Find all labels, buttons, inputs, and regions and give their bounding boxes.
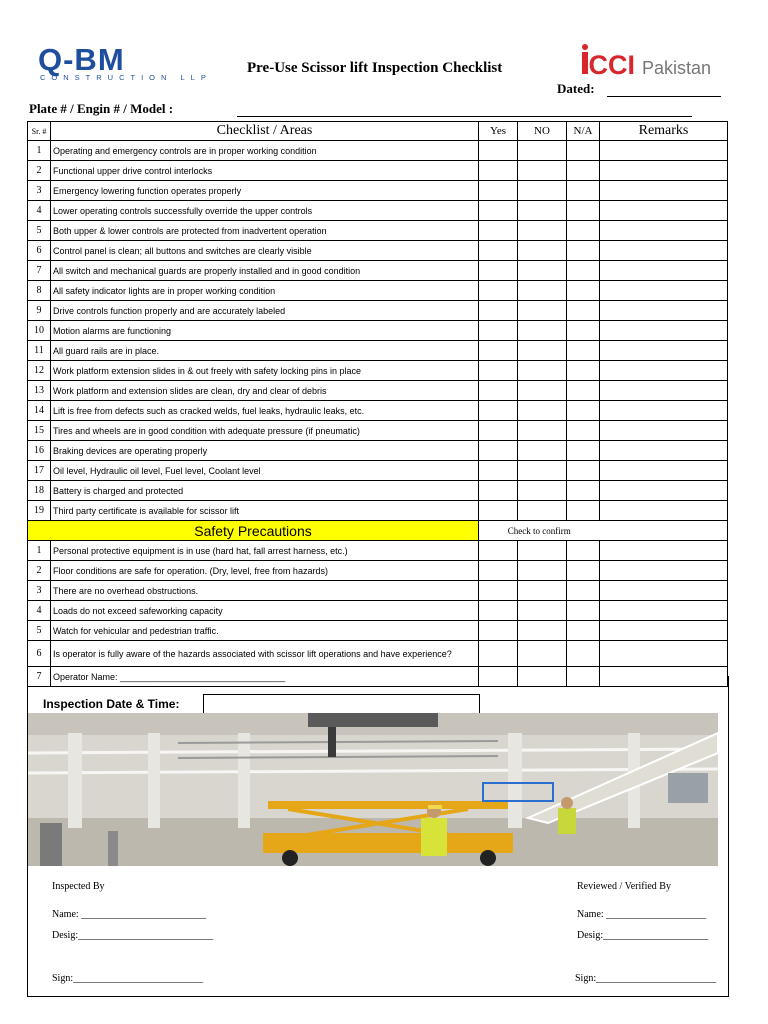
row-text: Battery is charged and protected — [51, 481, 479, 501]
no-cell[interactable] — [518, 361, 567, 381]
row-text: Is operator is fully aware of the hazards associated with scissor lift operations and have experience? — [51, 641, 479, 667]
inspector-sign-field[interactable]: Sign:__________________________ — [52, 973, 204, 984]
no-cell[interactable] — [518, 461, 567, 481]
row-number: 13 — [28, 381, 51, 401]
row-number: 14 — [28, 401, 51, 421]
na-cell[interactable] — [567, 641, 600, 667]
table-row — [28, 241, 728, 261]
row-number: 1 — [28, 141, 51, 161]
na-cell[interactable] — [567, 381, 600, 401]
row-text: Both upper & lower controls are protected from inadvertent operation — [51, 221, 479, 241]
na-cell[interactable] — [567, 301, 600, 321]
remarks-cell[interactable] — [600, 461, 728, 481]
row-text: Work platform and extension slides are clean, dry and clear of debris — [51, 381, 479, 401]
row-number: 3 — [28, 181, 51, 201]
qbm-logo-text: Q-BM — [38, 44, 125, 77]
remarks-cell[interactable] — [600, 301, 728, 321]
header-sr: Sr. # — [28, 122, 51, 141]
no-cell[interactable] — [518, 541, 567, 561]
no-cell[interactable] — [518, 301, 567, 321]
no-cell[interactable] — [518, 441, 567, 461]
inspection-date-field[interactable] — [203, 694, 480, 714]
remarks-cell[interactable] — [600, 541, 728, 561]
row-number: 6 — [28, 641, 51, 667]
na-cell[interactable] — [567, 561, 600, 581]
na-cell[interactable] — [567, 341, 600, 361]
row-number: 19 — [28, 501, 51, 521]
remarks-cell[interactable] — [600, 581, 728, 601]
no-cell[interactable] — [518, 321, 567, 341]
yes-cell[interactable] — [479, 141, 518, 161]
remarks-cell[interactable] — [600, 141, 728, 161]
remarks-cell[interactable] — [600, 341, 728, 361]
no-cell[interactable] — [518, 161, 567, 181]
header-remarks: Remarks — [600, 122, 728, 141]
reviewed-by-label: Reviewed / Verified By — [577, 881, 671, 892]
yes-cell[interactable] — [479, 181, 518, 201]
table-row — [28, 141, 728, 161]
no-cell[interactable] — [518, 381, 567, 401]
na-cell[interactable] — [567, 601, 600, 621]
no-cell[interactable] — [518, 601, 567, 621]
no-cell[interactable] — [518, 561, 567, 581]
row-text: There are no overhead obstructions. — [51, 581, 479, 601]
row-text: Watch for vehicular and pedestrian traffic. — [51, 621, 479, 641]
na-cell[interactable] — [567, 241, 600, 261]
header-areas: Checklist / Areas — [51, 122, 479, 141]
icci-logo-sub: Pakistan — [642, 58, 712, 78]
table-row — [28, 361, 728, 381]
safety-header-row — [28, 521, 728, 541]
safety-items — [28, 541, 728, 687]
yes-cell[interactable] — [479, 321, 518, 341]
reviewer-desig-field[interactable]: Desig:_____________________ — [577, 930, 709, 941]
yes-cell[interactable] — [479, 401, 518, 421]
row-number: 5 — [28, 221, 51, 241]
na-cell[interactable] — [567, 141, 600, 161]
row-text: Operating and emergency controls are in proper working condition — [51, 141, 479, 161]
na-cell[interactable] — [567, 261, 600, 281]
yes-cell[interactable] — [479, 581, 518, 601]
row-number: 18 — [28, 481, 51, 501]
yes-cell[interactable] — [479, 421, 518, 441]
na-cell[interactable] — [567, 181, 600, 201]
no-cell[interactable] — [518, 261, 567, 281]
remarks-cell[interactable] — [600, 641, 728, 667]
na-cell[interactable] — [567, 401, 600, 421]
row-number: 8 — [28, 281, 51, 301]
table-row — [28, 181, 728, 201]
table-row — [28, 341, 728, 361]
row-text: Operator Name: _________________________________ — [51, 667, 479, 687]
no-cell[interactable] — [518, 621, 567, 641]
yes-cell[interactable] — [479, 601, 518, 621]
no-cell[interactable] — [518, 581, 567, 601]
remarks-cell[interactable] — [600, 501, 728, 521]
check-to-confirm-label: Check to confirm — [479, 521, 600, 541]
icci-logo — [580, 42, 720, 82]
no-cell[interactable] — [518, 141, 567, 161]
na-cell[interactable] — [567, 501, 600, 521]
remarks-cell[interactable] — [600, 201, 728, 221]
yes-cell[interactable] — [479, 641, 518, 667]
plate-label: Plate # / Engin # / Model : — [29, 101, 174, 116]
row-text: Personal protective equipment is in use (hard hat, fall arrest harness, etc.) — [51, 541, 479, 561]
row-text: All guard rails are in place. — [51, 341, 479, 361]
row-text: Drive controls function properly and are accurately labeled — [51, 301, 479, 321]
table-row — [28, 561, 728, 581]
yes-cell[interactable] — [479, 161, 518, 181]
no-cell[interactable] — [518, 481, 567, 501]
row-number: 3 — [28, 581, 51, 601]
na-cell[interactable] — [567, 481, 600, 501]
dated-field[interactable] — [607, 96, 721, 97]
row-text: Lift is free from defects such as cracked welds, fuel leaks, hydraulic leaks, etc. — [51, 401, 479, 421]
no-cell[interactable] — [518, 281, 567, 301]
yes-cell[interactable] — [479, 341, 518, 361]
no-cell[interactable] — [518, 341, 567, 361]
yes-cell[interactable] — [479, 481, 518, 501]
yes-cell[interactable] — [479, 261, 518, 281]
row-number: 4 — [28, 201, 51, 221]
table-row — [28, 201, 728, 221]
remarks-cell[interactable] — [600, 401, 728, 421]
no-cell[interactable] — [518, 421, 567, 441]
reviewer-sign-field[interactable]: Sign:________________________ — [575, 973, 717, 984]
remarks-cell[interactable] — [600, 181, 728, 201]
remarks-cell[interactable] — [600, 621, 728, 641]
row-number: 9 — [28, 301, 51, 321]
row-number: 7 — [28, 261, 51, 281]
inspector-name-field[interactable]: Name: _________________________ — [52, 909, 207, 920]
inspector-desig-field[interactable]: Desig:___________________________ — [52, 930, 214, 941]
yes-cell[interactable] — [479, 361, 518, 381]
scissor-lift-photo — [28, 713, 718, 866]
table-row — [28, 541, 728, 561]
remarks-cell[interactable] — [600, 161, 728, 181]
row-text: Oil level, Hydraulic oil level, Fuel level, Coolant level — [51, 461, 479, 481]
no-cell[interactable] — [518, 181, 567, 201]
table-row — [28, 601, 728, 621]
row-number: 15 — [28, 421, 51, 441]
remarks-cell[interactable] — [600, 421, 728, 441]
row-text: Motion alarms are functioning — [51, 321, 479, 341]
icci-logo-main: ICCI — [581, 50, 635, 80]
table-row — [28, 641, 728, 667]
yes-cell[interactable] — [479, 501, 518, 521]
qbm-logo — [38, 44, 228, 84]
table-row — [28, 301, 728, 321]
row-number: 17 — [28, 461, 51, 481]
remarks-cell[interactable] — [600, 221, 728, 241]
na-cell[interactable] — [567, 541, 600, 561]
na-cell[interactable] — [567, 161, 600, 181]
na-cell[interactable] — [567, 421, 600, 441]
table-row — [28, 621, 728, 641]
yes-cell[interactable] — [479, 381, 518, 401]
dated-label: Dated: — [557, 81, 595, 96]
row-number: 4 — [28, 601, 51, 621]
inspection-date-label: Inspection Date & Time: — [43, 697, 180, 711]
remarks-cell[interactable] — [600, 381, 728, 401]
row-text: Work platform extension slides in & out freely with safety locking pins in place — [51, 361, 479, 381]
page-title: Pre-Use Scissor lift Inspection Checklist — [247, 60, 503, 76]
row-number: 16 — [28, 441, 51, 461]
row-text: Floor conditions are safe for operation. (Dry, level, free from hazards) — [51, 561, 479, 581]
remarks-cell[interactable] — [600, 261, 728, 281]
table-row — [28, 321, 728, 341]
row-number: 11 — [28, 341, 51, 361]
inspected-by-label: Inspected By — [52, 881, 105, 892]
remarks-cell[interactable] — [600, 321, 728, 341]
row-number: 2 — [28, 561, 51, 581]
remarks-cell[interactable] — [600, 281, 728, 301]
na-cell[interactable] — [567, 581, 600, 601]
safety-section — [28, 521, 728, 541]
yes-cell[interactable] — [479, 201, 518, 221]
table-row — [28, 401, 728, 421]
row-text: All safety indicator lights are in proper working condition — [51, 281, 479, 301]
row-number: 1 — [28, 541, 51, 561]
plate-field[interactable] — [237, 116, 692, 117]
qbm-logo-subtext: CONSTRUCTION LLP — [40, 73, 212, 82]
no-cell[interactable] — [518, 401, 567, 421]
row-number: 2 — [28, 161, 51, 181]
remarks-cell[interactable] — [600, 481, 728, 501]
remarks-cell[interactable] — [600, 441, 728, 461]
header-na: N/A — [567, 122, 600, 141]
yes-cell[interactable] — [479, 461, 518, 481]
yes-cell[interactable] — [479, 241, 518, 261]
table-row — [28, 381, 728, 401]
no-cell[interactable] — [518, 241, 567, 261]
yes-cell[interactable] — [479, 561, 518, 581]
table-row — [28, 461, 728, 481]
na-cell[interactable] — [567, 361, 600, 381]
safety-precautions-title: Safety Precautions — [28, 521, 479, 541]
table-row — [28, 161, 728, 181]
na-cell[interactable] — [567, 461, 600, 481]
safety-header-blank — [600, 521, 728, 541]
row-text: Braking devices are operating properly — [51, 441, 479, 461]
na-cell[interactable] — [567, 281, 600, 301]
row-number: 7 — [28, 667, 51, 687]
remarks-cell[interactable] — [600, 241, 728, 261]
row-text: All switch and mechanical guards are properly installed and in good condition — [51, 261, 479, 281]
table-row — [28, 421, 728, 441]
remarks-cell[interactable] — [600, 561, 728, 581]
yes-cell[interactable] — [479, 441, 518, 461]
row-number: 10 — [28, 321, 51, 341]
reviewer-name-field[interactable]: Name: ____________________ — [577, 909, 707, 920]
remarks-cell[interactable] — [600, 601, 728, 621]
row-text: Tires and wheels are in good condition with adequate pressure (if pneumatic) — [51, 421, 479, 441]
checklist-table — [27, 121, 728, 687]
no-cell[interactable] — [518, 641, 567, 667]
yes-cell[interactable] — [479, 221, 518, 241]
no-cell[interactable] — [518, 221, 567, 241]
row-text: Control panel is clean; all buttons and switches are clearly visible — [51, 241, 479, 261]
table-row — [28, 581, 728, 601]
na-cell[interactable] — [567, 621, 600, 641]
no-cell[interactable] — [518, 501, 567, 521]
no-cell[interactable] — [518, 201, 567, 221]
header-no: NO — [518, 122, 567, 141]
row-text: Functional upper drive control interlocks — [51, 161, 479, 181]
table-row — [28, 261, 728, 281]
header-yes: Yes — [479, 122, 518, 141]
na-cell[interactable] — [567, 441, 600, 461]
table-row — [28, 221, 728, 241]
table-row — [28, 441, 728, 461]
table-header-row — [28, 122, 728, 141]
row-number: 12 — [28, 361, 51, 381]
yes-cell[interactable] — [479, 301, 518, 321]
table-row — [28, 281, 728, 301]
yes-cell[interactable] — [479, 281, 518, 301]
yes-cell[interactable] — [479, 541, 518, 561]
row-number: 6 — [28, 241, 51, 261]
yes-cell[interactable] — [479, 621, 518, 641]
row-text: Emergency lowering function operates properly — [51, 181, 479, 201]
table-row — [28, 501, 728, 521]
row-number: 5 — [28, 621, 51, 641]
row-text: Loads do not exceed safeworking capacity — [51, 601, 479, 621]
na-cell[interactable] — [567, 201, 600, 221]
remarks-cell[interactable] — [600, 361, 728, 381]
row-text: Third party certificate is available for scissor lift — [51, 501, 479, 521]
table-row — [28, 481, 728, 501]
na-cell[interactable] — [567, 321, 600, 341]
na-cell[interactable] — [567, 221, 600, 241]
checklist-items — [28, 141, 728, 521]
row-text: Lower operating controls successfully override the upper controls — [51, 201, 479, 221]
